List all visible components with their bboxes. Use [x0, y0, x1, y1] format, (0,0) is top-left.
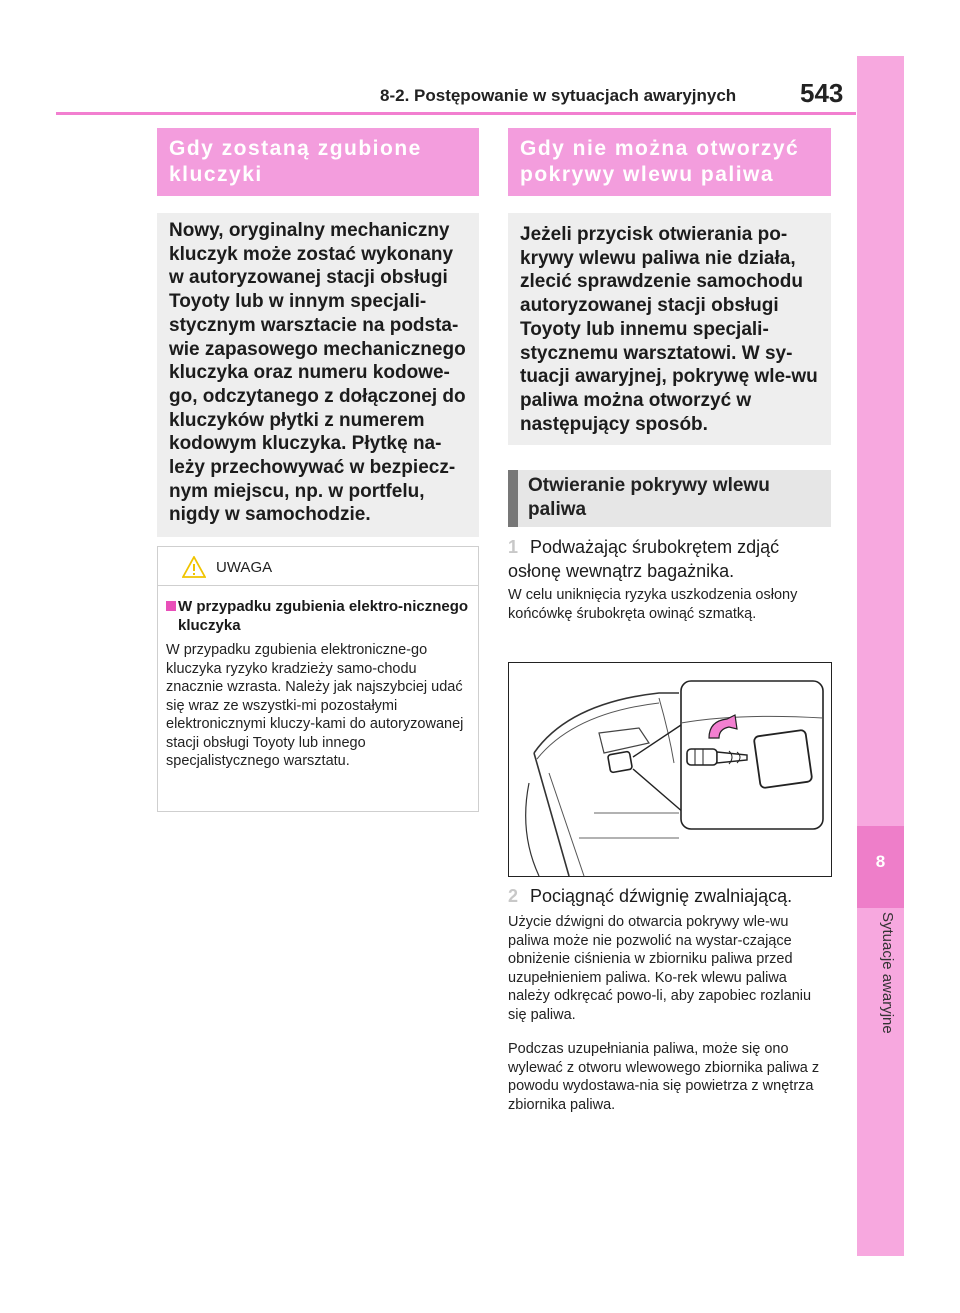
- chapter-number: 8: [875, 852, 886, 871]
- warning-subtitle-row: [166, 597, 472, 635]
- step-2: [508, 884, 831, 908]
- lost-keys-text: Nowy, oryginalny mechaniczny kluczyk może zostać wykonany w autoryzowanej stacji obsługi Toyoty lub w innym specjali-stycznym warsztacie na podsta-wie zapasowego mechanicznego kluczyka oraz numeru kodowe-go, odczytanego z dołączonej do kluczyków płytki z numerem kodowym kluczyka. Płytkę na-leży przechowywać w bezpiecz-nym miejscu, np. w portfelu, nigdy w samochodzie.: [169, 220, 466, 526]
- step-2-note: Użycie dźwigni do otwarcia pokrywy wle-wu paliwa może nie pozwolić na wystar-czające obniżenie ciśnienia w zbiorniku paliwa przed uzupełnieniem paliwa. Ko-rek wlewu paliwa należy odkręcać powo-li, aby zapobiec rozlaniu się paliwa.: [508, 914, 812, 1023]
- section-title: 8-2. Postępowanie w sytuacjach awaryjnych: [380, 86, 737, 105]
- trunk-drawing: [509, 663, 831, 876]
- pink-bullet-icon: [166, 601, 176, 611]
- fuel-lid-info-box: [508, 213, 831, 445]
- step-1: [508, 535, 831, 583]
- trunk-cover-illustration: [508, 662, 832, 877]
- warning-content: [166, 597, 472, 771]
- page-number: 543: [800, 78, 844, 108]
- warning-text: W przypadku zgubienia elektroniczne-go kluczyka ryzyko kradzieży samo-chodu znacznie wzrasta. Należy jak najszybciej udać się wraz ze wszystki-mi pozostałymi elektronicznymi kluczy-kami do autoryzowanej stacji obsługi Toyoty lub innego specjalistycznego warsztatu.: [166, 642, 464, 769]
- lost-keys-info-box: [157, 213, 479, 537]
- header-rule: [56, 112, 856, 115]
- warning-subtitle: W przypadku zgubienia elektro-nicznego kluczyka: [178, 598, 469, 634]
- step-2-note-2: Podczas uzupełniania paliwa, może się ono wylewać z otworu wlewowego zbiornika paliwa z powodu wydostawa-nia się powietrza z wnętrza zbiornika paliwa.: [508, 1041, 820, 1113]
- step-2-number: 2: [508, 886, 519, 906]
- warning-triangle-icon: [182, 556, 206, 578]
- subsection-heading: Otwieranie pokrywy wlewu paliwa: [508, 470, 831, 527]
- step-1-note: W celu uniknięcia ryzyka uszkodzenia osłony końcówkę śrubokręta owinąć szmatką.: [508, 587, 798, 622]
- step-1-number: 1: [508, 537, 519, 557]
- chapter-side-tab[interactable]: [857, 56, 904, 1256]
- left-section-heading: Gdy zostaną zgubione kluczyki: [157, 128, 479, 196]
- fuel-lid-intro-text: Jeżeli przycisk otwierania po-krywy wlewu paliwa nie działa, zlecić sprawdzenie samochodu autoryzowanej stacji obsługi Toyoty lub innemu specjali-stycznemu warsztatowi. W sy-tuacji awaryjnej, pokrywę wle-wu paliwa można otworzyć w następujący sposób.: [520, 224, 818, 435]
- warning-box: [157, 546, 479, 812]
- warning-header: [158, 547, 478, 586]
- step-2-text: Pociągnąć dźwignię zwalniającą.: [530, 886, 793, 906]
- step-1-text: Podważając śrubokrętem zdjąć osłonę wewnątrz bagażnika.: [508, 537, 780, 581]
- right-section-heading: Gdy nie można otworzyć pokrywy wlewu paliwa: [508, 128, 831, 196]
- warning-title: UWAGA: [216, 559, 273, 576]
- chapter-label: Sytuacje awaryjne: [879, 912, 896, 1034]
